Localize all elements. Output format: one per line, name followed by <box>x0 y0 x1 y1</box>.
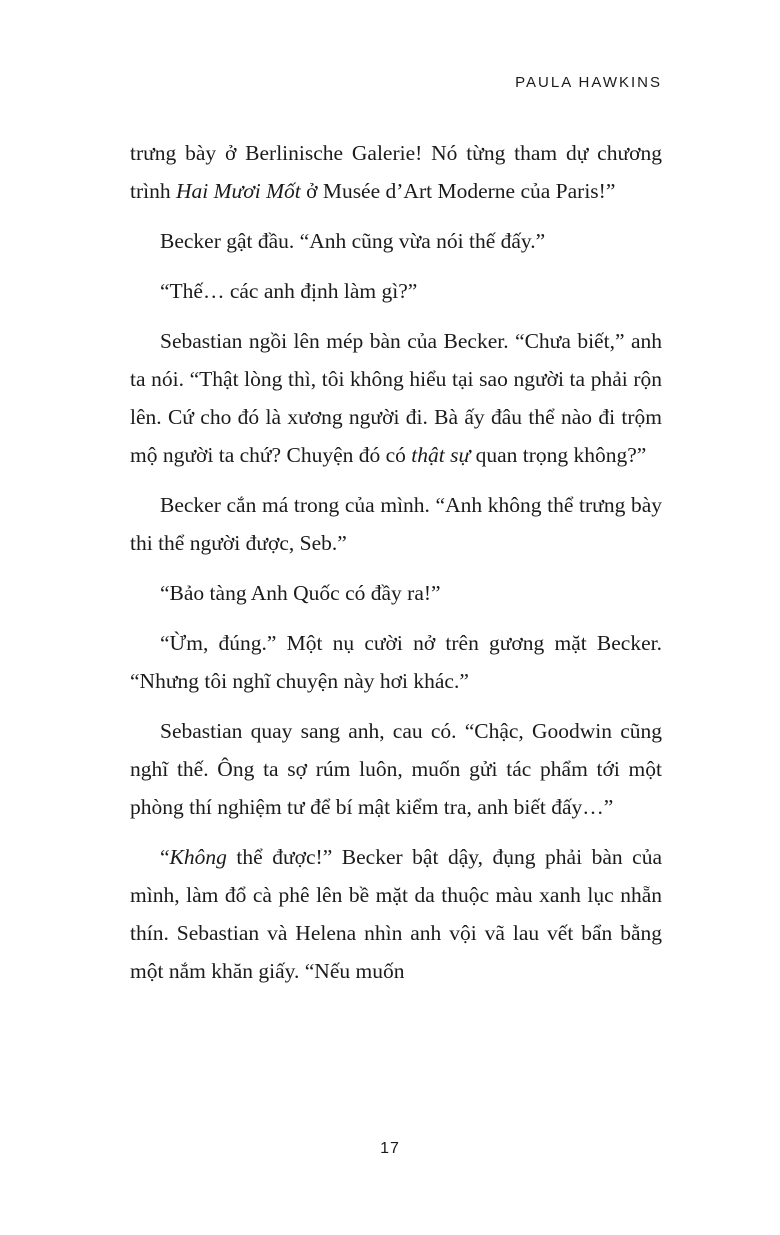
page-body <box>130 134 662 1002</box>
page-footer <box>0 1140 780 1158</box>
running-header <box>130 74 662 91</box>
text-run: trưng bày ở Berlinische Galerie! Nó từng tham dự chương trình <box>130 141 662 203</box>
text-run: Sebastian quay sang anh, cau có. “Chậc, Goodwin cũng nghĩ thế. Ông ta sợ rúm luôn, muốn gửi tác phẩm tới một phòng thí nghiệm tư để bí mật kiểm tra, anh biết đấy…” <box>130 719 662 819</box>
paragraph <box>130 624 662 700</box>
italic-text-run: Hai Mươi Mốt <box>175 179 301 203</box>
text-run: “Thế… các anh định làm gì?” <box>160 279 418 303</box>
paragraph <box>130 322 662 474</box>
paragraph <box>130 838 662 990</box>
paragraph <box>130 272 662 310</box>
text-run: “ <box>160 845 170 869</box>
text-run: “Ừm, đúng.” Một nụ cười nở trên gương mặt Becker. “Nhưng tôi nghĩ chuyện này hơi khác.” <box>130 631 662 693</box>
text-run: “Bảo tàng Anh Quốc có đầy ra!” <box>160 581 441 605</box>
text-run: thể được!” Becker bật dậy, đụng phải bàn của mình, làm đổ cà phê lên bề mặt da thuộc màu xanh lục nhẵn thín. Sebastian và Helena nhìn anh vội vã lau vết bẩn bằng một nắm khăn giấy. “Nếu muốn <box>130 845 662 983</box>
text-run: quan trọng không?” <box>470 443 647 467</box>
text-run: Sebastian ngồi lên mép bàn của Becker. “Chưa biết,” anh ta nói. “Thật lòng thì, tôi không hiểu tại sao người ta phải rộn lên. Cứ cho đó là xương người đi. Bà ấy đâu thể nào đi trộm mộ người ta chứ? Chuyện đó có <box>130 329 662 467</box>
paragraph <box>130 222 662 260</box>
paragraph <box>130 712 662 826</box>
text-run: Becker cắn má trong của mình. “Anh không thể trưng bày thi thể người được, Seb.” <box>130 493 662 555</box>
paragraph <box>130 134 662 210</box>
text-run: Becker gật đầu. “Anh cũng vừa nói thế đấy.” <box>160 229 546 253</box>
paragraph <box>130 486 662 562</box>
italic-text-run: Không <box>169 845 227 869</box>
italic-text-run: thật sự <box>411 443 471 467</box>
text-run: ở Musée d’Art Moderne của Paris!” <box>300 179 616 203</box>
author-name: PAULA HAWKINS <box>515 74 662 91</box>
paragraph <box>130 574 662 612</box>
page-number: 17 <box>380 1140 400 1157</box>
